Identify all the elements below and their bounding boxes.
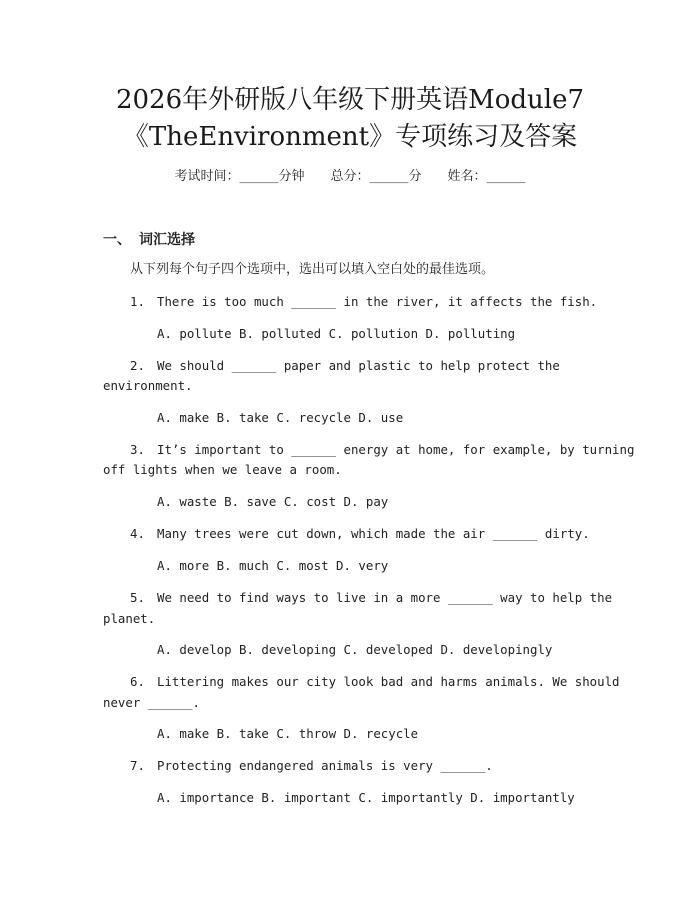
question-4-number: 4.	[130, 526, 145, 541]
question-3-text: It’s important to ______ energy at home, for example, by turning	[157, 442, 635, 457]
question-5-text: We need to find ways to live in a more ______ way to help the	[157, 590, 613, 605]
section-heading	[103, 229, 195, 251]
question-5-options: A. develop B. developing C. developed D. developingly	[157, 642, 553, 657]
question-6-line-1	[130, 672, 620, 692]
question-4-text: Many trees were cut down, which made the air ______ dirty.	[157, 526, 590, 541]
question-5-line-2: planet.	[103, 611, 156, 626]
total-score-label: 总分：______分	[330, 169, 422, 184]
question-6-text: Littering makes our city look bad and harms animals. We should	[157, 674, 620, 689]
question-1-line-1	[130, 292, 600, 312]
question-2-line-2: environment.	[103, 378, 193, 393]
question-4-line-1	[130, 524, 600, 544]
question-3-number: 3.	[130, 442, 145, 457]
question-5-line-1	[130, 588, 613, 608]
question-7-options: A. importance B. important C. importantly D. importantly	[157, 790, 575, 805]
question-3-line-2: off lights when we leave a room.	[103, 462, 342, 477]
question-7-text: Protecting endangered animals is very ______.	[157, 758, 493, 773]
question-1-number: 1.	[130, 294, 145, 309]
question-4-options: A. more B. much C. most D. very	[157, 558, 389, 573]
question-1-options: A. pollute B. polluted C. pollution D. polluting	[157, 326, 516, 341]
document-title-line-2: 《TheEnvironment》专项练习及答案	[122, 122, 578, 152]
question-7-number: 7.	[130, 758, 145, 773]
question-6-line-2: never ______.	[103, 695, 200, 710]
student-name-label: 姓名：______	[447, 169, 526, 184]
exam-time-label: 考试时间：______分钟	[174, 169, 305, 184]
question-6-number: 6.	[130, 674, 145, 689]
question-6-options: A. make B. take C. throw D. recycle	[157, 726, 419, 741]
question-2-line-1	[130, 356, 600, 376]
question-5-number: 5.	[130, 590, 145, 605]
exam-meta-row	[0, 167, 700, 187]
question-1-text: There is too much ______ in the river, it affects the fish.	[157, 294, 598, 309]
question-2-text: We should ______ paper and plastic to help protect the	[157, 358, 560, 373]
section-title: 词汇选择	[139, 232, 195, 248]
question-7-line-1	[130, 756, 600, 776]
section-instruction: 从下列每个句子四个选项中，选出可以填入空白处的最佳选项。	[130, 262, 495, 277]
question-3-line-1	[130, 440, 635, 460]
document-title-line-1: 2026年外研版八年级下册英语Module7	[115, 85, 585, 115]
question-3-options: A. waste B. save C. cost D. pay	[157, 494, 389, 509]
question-2-number: 2.	[130, 358, 145, 373]
question-2-options: A. make B. take C. recycle D. use	[157, 410, 404, 425]
section-number: 一、	[103, 232, 131, 248]
